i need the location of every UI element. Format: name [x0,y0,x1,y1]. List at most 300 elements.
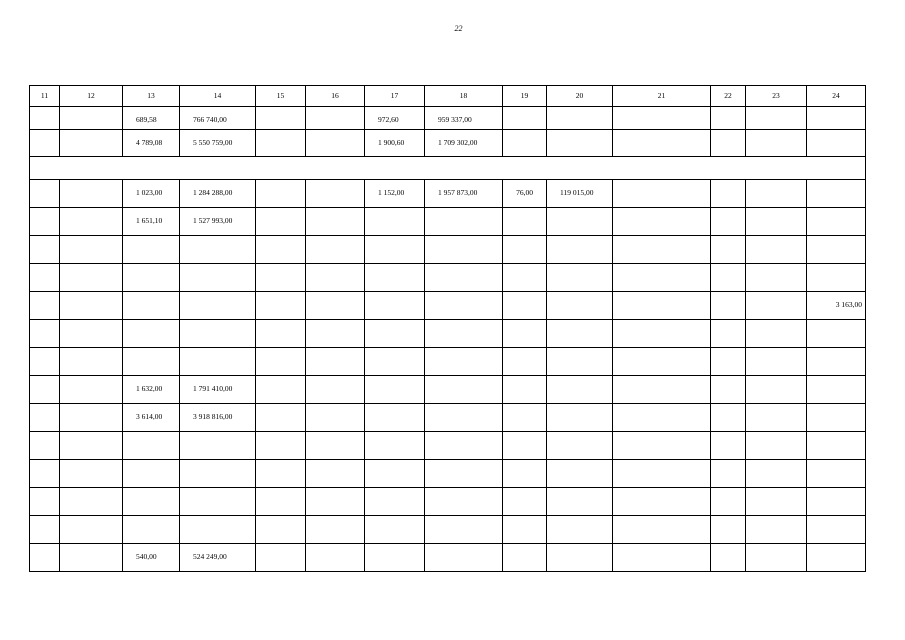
table-cell [547,320,613,348]
cell-value: 1 152,00 [378,188,405,197]
table-cell [425,516,503,544]
cell-value: 1 651,10 [136,216,163,225]
cell-value [613,130,710,139]
table-cell [503,292,547,320]
column-header-20: 20 [547,86,613,107]
cell-value [123,348,179,357]
cell-value [547,544,612,553]
cell-value: 76,00 [516,188,533,197]
cell-value [30,516,59,525]
table-cell [180,236,256,264]
table-cell [547,208,613,236]
table-cell [365,208,425,236]
cell-value [503,516,546,525]
table-cell [613,236,711,264]
cell-value [613,292,710,301]
table-cell [711,432,746,460]
table-cell [123,460,180,488]
cell-value [306,292,364,301]
cell-value [30,180,59,189]
cell-value [711,460,745,469]
cell-value: 1 284 288,00 [193,188,233,197]
cell-value: 3 163,00 [835,300,862,309]
table-cell [746,130,807,157]
cell-value [123,236,179,245]
cell-value: 1 900,60 [378,138,405,147]
table-cell [30,208,60,236]
table-cell [807,180,866,208]
table-cell [306,292,365,320]
cell-value [365,320,424,329]
table-row [30,460,866,488]
cell-value: 1 791 410,00 [193,384,233,393]
cell-value [60,292,122,301]
cell-value [306,107,364,116]
cell-value: 3 918 816,00 [193,412,233,421]
cell-value [30,376,59,385]
table-cell [180,320,256,348]
table-cell [30,264,60,292]
table-cell [365,432,425,460]
cell-value [503,432,546,441]
table-cell [30,432,60,460]
cell-value [180,348,255,357]
cell-value [613,376,710,385]
cell-value [180,320,255,329]
cell-value [547,376,612,385]
column-header-24: 24 [807,86,866,107]
cell-value [30,348,59,357]
table-cell [547,130,613,157]
table-cell [711,292,746,320]
table-cell [807,460,866,488]
cell-value [425,320,502,329]
table-cell [180,180,256,208]
table-cell [613,208,711,236]
cell-value [746,544,806,553]
table-cell [256,236,306,264]
table-cell [123,264,180,292]
cell-value [547,516,612,525]
table-cell [123,107,180,130]
table-cell [746,544,807,572]
table-cell [30,320,60,348]
cell-value [425,488,502,497]
table-row [30,404,866,432]
cell-value [306,516,364,525]
table-cell [711,544,746,572]
cell-value [30,432,59,441]
table-cell [746,432,807,460]
cell-value [123,264,179,273]
cell-value [711,236,745,245]
cell-value [306,264,364,273]
separator-cell [30,157,866,180]
cell-value [807,107,865,116]
table-cell [60,516,123,544]
cell-value [503,236,546,245]
table-cell [256,404,306,432]
cell-value [60,180,122,189]
cell-value [365,544,424,553]
table-cell [60,432,123,460]
cell-value [60,516,122,525]
cell-value [30,404,59,413]
table-cell [123,180,180,208]
table-cell [306,130,365,157]
cell-value [256,404,305,413]
cell-value [60,488,122,497]
cell-value [711,180,745,189]
cell-value [256,264,305,273]
table-cell [256,130,306,157]
cell-value [30,208,59,217]
table-cell [30,544,60,572]
table-cell [30,180,60,208]
table-cell [30,404,60,432]
cell-value [547,320,612,329]
cell-value [807,376,865,385]
cell-value [306,320,364,329]
table-cell [711,516,746,544]
table-cell [425,488,503,516]
cell-value [425,544,502,553]
cell-value [306,488,364,497]
table-cell [547,292,613,320]
cell-value [60,376,122,385]
table-cell [746,264,807,292]
table-cell [746,107,807,130]
cell-value [807,432,865,441]
cell-value [425,236,502,245]
cell-value [256,516,305,525]
table-cell [180,432,256,460]
table-cell [30,516,60,544]
cell-value [807,236,865,245]
cell-value [180,516,255,525]
table-cell [746,208,807,236]
cell-value [256,348,305,357]
cell-value [306,432,364,441]
cell-value [123,432,179,441]
table-cell [306,404,365,432]
table-cell [613,460,711,488]
table-cell [503,264,547,292]
page-number: 22 [454,24,463,33]
table-cell [425,107,503,130]
table-cell [123,236,180,264]
table-cell [306,236,365,264]
cell-value [180,236,255,245]
separator-row [30,157,866,180]
table-cell [60,544,123,572]
table-cell [503,107,547,130]
cell-value [306,460,364,469]
table-cell [746,376,807,404]
table-cell [746,488,807,516]
table-cell [365,264,425,292]
cell-value [711,488,745,497]
table-cell [711,107,746,130]
table-cell [306,376,365,404]
table-cell [711,208,746,236]
cell-value [306,236,364,245]
table-cell [60,130,123,157]
cell-value [365,404,424,413]
table-cell [503,130,547,157]
table-cell [30,292,60,320]
table-cell [60,376,123,404]
cell-value [365,460,424,469]
cell-value [613,404,710,413]
table-row [30,264,866,292]
table-cell [365,292,425,320]
table-cell [746,236,807,264]
cell-value [746,320,806,329]
cell-value [613,264,710,273]
table-cell [306,264,365,292]
cell-value [425,460,502,469]
table-cell [180,488,256,516]
cell-value: 766 740,00 [193,115,227,124]
cell-value [60,208,122,217]
table-cell [365,404,425,432]
table-cell [547,460,613,488]
table-cell [425,460,503,488]
cell-value [807,348,865,357]
table-cell [711,488,746,516]
table-cell [613,107,711,130]
table-row [30,348,866,376]
table-cell [30,488,60,516]
cell-value [503,107,546,116]
table-cell [807,208,866,236]
cell-value [256,460,305,469]
cell-value [711,208,745,217]
table-cell [306,348,365,376]
column-header-18: 18 [425,86,503,107]
table-cell [503,488,547,516]
table-cell [425,130,503,157]
cell-value [123,488,179,497]
table-cell [807,130,866,157]
table-cell [425,236,503,264]
table-cell [547,544,613,572]
cell-value [711,130,745,139]
table-cell [807,264,866,292]
table-cell [547,516,613,544]
cell-value [503,460,546,469]
column-header-15: 15 [256,86,306,107]
cell-value [306,404,364,413]
cell-value [425,432,502,441]
cell-value [613,180,710,189]
cell-value [30,130,59,139]
cell-value [613,348,710,357]
table-cell [256,107,306,130]
cell-value [807,404,865,413]
cell-value [746,130,806,139]
cell-value [746,376,806,385]
table-cell [503,404,547,432]
cell-value [613,208,710,217]
table-cell [746,460,807,488]
cell-value [365,488,424,497]
cell-value [306,180,364,189]
table-cell [180,348,256,376]
cell-value [746,107,806,116]
table-cell [613,488,711,516]
cell-value [807,516,865,525]
table-cell [30,348,60,376]
table-cell [60,404,123,432]
table-cell [256,516,306,544]
cell-value [503,208,546,217]
cell-value [547,460,612,469]
table-cell [807,404,866,432]
cell-value [425,516,502,525]
cell-value [807,488,865,497]
table-cell [365,488,425,516]
table-cell [180,130,256,157]
table-cell [123,404,180,432]
table-cell [613,180,711,208]
table-cell [547,236,613,264]
table-cell [306,107,365,130]
table-cell [123,320,180,348]
table-cell [746,404,807,432]
table-cell [425,376,503,404]
table-cell [613,404,711,432]
cell-value [547,432,612,441]
cell-value [60,544,122,553]
cell-value [306,208,364,217]
cell-value [123,292,179,301]
cell-value [256,376,305,385]
table-cell [711,460,746,488]
cell-value [60,236,122,245]
table-cell [711,130,746,157]
cell-value [30,107,59,116]
table-cell [256,208,306,236]
table-cell [425,544,503,572]
table-cell [547,264,613,292]
table-cell [180,264,256,292]
cell-value: 1 023,00 [136,188,163,197]
table-cell [807,236,866,264]
table-cell [60,107,123,130]
table-cell [60,320,123,348]
cell-value [746,180,806,189]
cell-value [256,432,305,441]
cell-value [547,404,612,413]
table-cell [711,320,746,348]
table-cell [503,208,547,236]
cell-value [807,460,865,469]
table-cell [60,488,123,516]
cell-value [807,130,865,139]
column-header-21: 21 [613,86,711,107]
cell-value: 959 337,00 [438,115,472,124]
cell-value [123,516,179,525]
table-cell [365,180,425,208]
table-cell [60,236,123,264]
table-cell [365,236,425,264]
cell-value [711,544,745,553]
table-cell [613,432,711,460]
table-row [30,516,866,544]
cell-value [807,208,865,217]
table-row [30,432,866,460]
table-cell [425,208,503,236]
table-cell [613,264,711,292]
table-cell [256,348,306,376]
cell-value [613,320,710,329]
table-cell [306,460,365,488]
cell-value [807,320,865,329]
table-cell [613,292,711,320]
cell-value [711,516,745,525]
table-cell [503,544,547,572]
table-cell [256,264,306,292]
cell-value [425,292,502,301]
cell-value [180,432,255,441]
cell-value [613,236,710,245]
cell-value [503,292,546,301]
cell-value [547,236,612,245]
table-cell [123,488,180,516]
cell-value [746,264,806,273]
table-header-row [30,86,866,107]
table-cell [365,348,425,376]
table-cell [746,348,807,376]
table-cell [547,404,613,432]
table-cell [30,107,60,130]
table-row [30,544,866,572]
cell-value [711,320,745,329]
cell-value [807,180,865,189]
cell-value [60,460,122,469]
table-cell [807,292,866,320]
cell-value [613,107,710,116]
cell-value [365,348,424,357]
table-cell [547,488,613,516]
cell-value [60,404,122,413]
column-header-17: 17 [365,86,425,107]
table-cell [180,376,256,404]
column-header-14: 14 [180,86,256,107]
cell-value [30,544,59,553]
table-cell [503,460,547,488]
table-cell [306,516,365,544]
cell-value: 119 015,00 [560,188,594,197]
cell-value [123,320,179,329]
table-cell [547,376,613,404]
table-cell [613,516,711,544]
cell-value [180,292,255,301]
cell-value [613,432,710,441]
cell-value [365,208,424,217]
table-cell [256,180,306,208]
table-row [30,320,866,348]
cell-value [711,432,745,441]
cell-value [306,376,364,385]
table-cell [711,236,746,264]
table-cell [807,107,866,130]
table-cell [425,320,503,348]
cell-value [746,348,806,357]
cell-value [746,404,806,413]
